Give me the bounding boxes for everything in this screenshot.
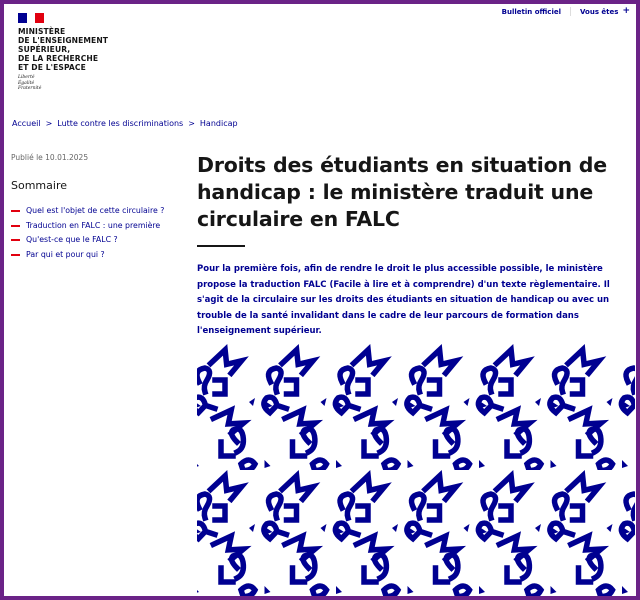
summary-list: [11, 206, 171, 264]
article-lead: Pour la première fois, afin de rendre le droit le plus accessible possible, le ministère propose la traduction FALC (Facile à lire et à comprendre) d'un texte règlementaire. Il s'agit de la circulaire sur les droits des étudiants en situation de handicap ou avec un trouble de la santé invalidant dans le cadre de leur parcours de formation dans l'enseignement supérieur.: [197, 264, 610, 337]
breadcrumb-home[interactable]: Accueil: [12, 119, 41, 128]
page: [4, 4, 636, 596]
title-underline: [197, 245, 245, 247]
republic-motto: [18, 75, 108, 92]
mesr-letter-pattern-icon: [197, 344, 635, 596]
dash-icon: [11, 254, 20, 256]
breadcrumb-current: Handicap: [199, 119, 238, 128]
summary-link[interactable]: Qu'est-ce que le FALC ?: [26, 235, 118, 244]
summary-title: Sommaire: [11, 179, 67, 192]
ministry-line: ET DE L'ESPACE: [18, 63, 86, 72]
ministry-name: [18, 27, 108, 72]
summary-item[interactable]: [11, 250, 171, 260]
summary-link[interactable]: Traduction en FALC : une première: [26, 220, 161, 230]
breadcrumb-discriminations[interactable]: Lutte contre les discriminations: [57, 119, 184, 128]
motto-line: Fraternité: [18, 86, 42, 91]
publication-date: Publié le 10.01.2025: [11, 153, 89, 162]
vous-etes-button[interactable]: Vous êtes: [580, 7, 619, 16]
motto-line: Liberté: [18, 75, 35, 80]
plus-icon[interactable]: +: [622, 6, 630, 16]
dash-icon: [11, 225, 20, 227]
article-title: Droits des étudiants en situation de handicap : le ministère traduit une circulaire en FALC: [197, 153, 607, 231]
ministry-line: MINISTÈRE: [18, 27, 66, 36]
chevron-right-icon: >: [188, 119, 195, 128]
breadcrumb: [12, 119, 238, 128]
header-tools: [502, 7, 630, 16]
summary-link[interactable]: Quel est l'objet de cette circulaire ?: [26, 206, 165, 215]
divider: [570, 7, 571, 16]
summary-item[interactable]: [11, 235, 171, 245]
dash-icon: [11, 239, 20, 241]
motto-line: Égalité: [18, 80, 35, 86]
french-flag-icon: [18, 13, 44, 23]
ministry-line: DE L'ENSEIGNEMENT: [18, 36, 109, 45]
ministry-line: DE LA RECHERCHE: [18, 54, 99, 63]
ministry-logo[interactable]: [18, 13, 108, 92]
article-illustration: [197, 344, 635, 596]
summary-item[interactable]: [11, 206, 171, 216]
summary-item[interactable]: [11, 221, 171, 231]
bulletin-officiel-link[interactable]: Bulletin officiel: [501, 7, 561, 16]
dash-icon: [11, 210, 20, 212]
summary-link[interactable]: Par qui et pour qui ?: [26, 249, 105, 259]
chevron-right-icon: >: [45, 119, 53, 128]
ministry-line: SUPÉRIEUR,: [18, 45, 71, 54]
